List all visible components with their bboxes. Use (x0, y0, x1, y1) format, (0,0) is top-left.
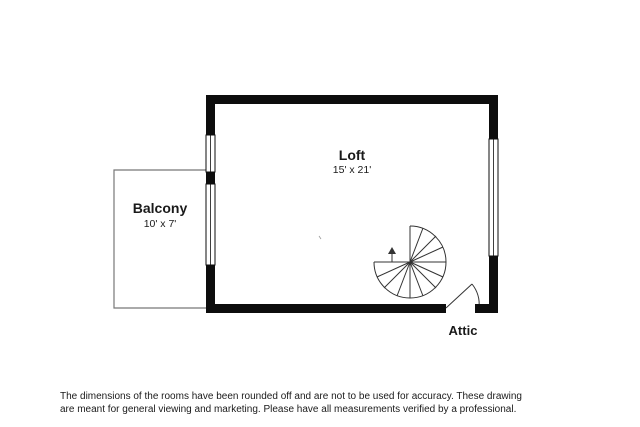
disclaimer-line-2: are meant for general viewing and marketing. Please have all measurements verified by a professional. (60, 404, 517, 415)
disclaimer-line-1: The dimensions of the rooms have been rounded off and are not to be used for accuracy. These drawing (60, 391, 522, 402)
floor-mark (319, 236, 321, 239)
disclaimer (60, 390, 590, 416)
wall-top (206, 95, 498, 104)
attic-door (446, 284, 481, 313)
wall-left-middle (206, 172, 215, 184)
window-left-lower (206, 184, 215, 265)
loft-label: Loft (338, 147, 366, 163)
loft-dims: 15' x 21' (332, 164, 372, 176)
balcony-label: Balcony (132, 200, 188, 216)
attic-label: Attic (448, 323, 478, 338)
balcony-dims: 10' x 7' (143, 218, 177, 230)
loft-walls (206, 95, 498, 313)
spiral-staircase (374, 226, 446, 298)
wall-right-upper (489, 95, 498, 139)
window-right (489, 139, 498, 256)
balcony-outline (114, 170, 207, 308)
wall-bottom-stub (481, 304, 498, 313)
window-left-upper (206, 135, 215, 172)
wall-bottom (206, 304, 446, 313)
wall-left-upper (206, 95, 215, 135)
